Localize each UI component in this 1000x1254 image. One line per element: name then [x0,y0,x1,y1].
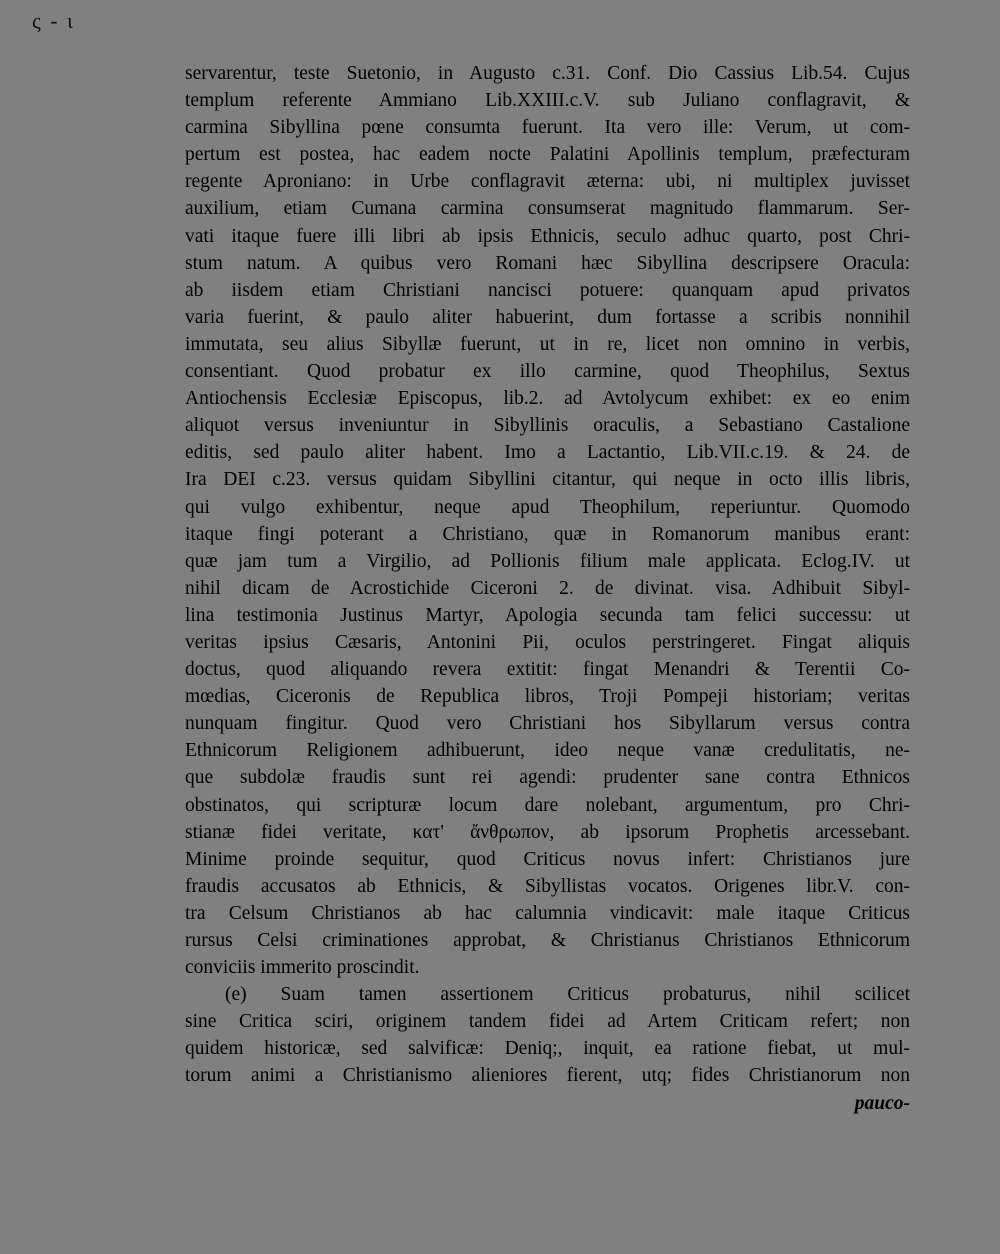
text-line: Antiochensis Ecclesiæ Episcopus, lib.2. ad Avtolycum exhibet: ex eo enim [185,388,910,410]
text-line: servarentur, teste Suetonio, in Augusto c.31. Conf. Dio Cassius Lib.54. Cujus [185,63,910,84]
text-line: regente Aproniano: in Urbe conflagravit æterna: ubi, ni multiplex juvisset [185,171,910,193]
text-line: ab iisdem etiam Christiani nancisci potuere: quanquam apud privatos [185,279,910,301]
text-line: tra Celsum Christianos ab hac calumnia vindicavit: male itaque Criticus [185,902,910,924]
text-line: Ethnicorum Religionem adhibuerunt, ideo neque vanæ credulitatis, ne- [185,740,910,762]
text-line: itaque fingi poterant a Christiano, quæ in Romanorum manibus erant: [185,523,910,545]
text-line: nihil dicam de Acrostichide Ciceroni 2. de divinat. visa. Adhibuit Sibyl- [185,577,910,599]
text-line: fraudis accusatos ab Ethnicis, & Sibyllistas vocatos. Origenes libr.V. con- [185,875,910,897]
text-line: mœdias, Ciceronis de Republica libros, Troji Pompeji historiam; veritas [185,686,910,708]
text-line: immutata, seu alius Sibyllæ fuerunt, ut in re, licet non omnino in verbis, [185,333,910,355]
text-line: doctus, quod aliquando revera extitit: fingat Menandri & Terentii Co- [185,659,910,681]
text-line: Ira DEI c.23. versus quidam Sibyllini citantur, qui neque in octo illis libris, [185,469,910,491]
text-line: stianæ fidei veritate, κατ' ἄνθρωπον, ab ipsorum Prophetis arcessebant. [185,821,910,843]
text-line: templum referente Ammiano Lib.XXIII.c.V. sub Juliano conflagravit, & [185,90,910,112]
text-line: consentiant. Quod probatur ex illo carmine, quod Theophilus, Sextus [185,361,910,383]
text-line: qui vulgo exhibentur, neque apud Theophilum, reperiuntur. Quomodo [185,496,910,518]
text-line: aliquot versus inveniuntur in Sibyllinis oraculis, a Sebastiano Castalione [185,415,910,437]
text-line: obstinatos, qui scripturæ locum dare nolebant, argumentum, pro Chri- [185,794,910,816]
text-line: nunquam fingitur. Quod vero Christiani hos Sibyllarum versus contra [185,713,910,735]
text-line: editis, sed paulo aliter habent. Imo a Lactantio, Lib.VII.c.19. & 24. de [185,442,910,464]
text-line: stum natum. A quibus vero Romani hæc Sibyllina descripsere Oracula: [185,252,910,274]
text-line: rursus Celsi criminationes approbat, & Christianus Christianos Ethnicorum [185,930,910,951]
text-line: que subdolæ fraudis sunt rei agendi: prudenter sane contra Ethnicos [185,767,910,789]
text-line: (e) Suam tamen assertionem Criticus probaturus, nihil scilicet [225,984,910,1006]
text-line: conviciis immerito proscindit. [185,957,420,979]
text-line: torum animi a Christianismo alieniores fierent, utq; fides Christianorum non [185,1065,910,1087]
text-line: vati itaque fuere illi libri ab ipsis Ethnicis, seculo adhuc quarto, post Chri- [185,225,910,247]
text-line: varia fuerint, & paulo aliter habuerint, dum fortasse a scribis nonnihil [185,306,910,328]
catchword: pauco- [854,1092,910,1114]
text-line: Minime proinde sequitur, quod Criticus novus infert: Christianos jure [185,848,910,870]
document-body [185,60,910,1117]
text-line: veritas ipsius Cæsaris, Antonini Pii, oculos perstringeret. Fingat aliquis [185,631,910,653]
text-line: pertum est postea, hac eadem nocte Palatini Apollinis templum, præfecturam [185,144,910,166]
text-line: auxilium, etiam Cumana carmina consumserat magnitudo flammarum. Ser- [185,198,910,220]
text-line: lina testimonia Justinus Martyr, Apologia secunda tam felici successu: ut [185,604,910,626]
page-corner-mark: ς - ι [32,8,75,33]
text-line: sine Critica sciri, originem tandem fidei ad Artem Criticam refert; non [185,1011,910,1033]
text-line: carmina Sibyllina pœne consumta fuerunt. Ita vero ille: Verum, ut com- [185,117,910,139]
text-line: quæ jam tum a Virgilio, ad Pollionis filium male applicata. Eclog.IV. ut [185,550,910,572]
text-line: quidem historicæ, sed salvificæ: Deniq;, inquit, ea ratione fiebat, ut mul- [185,1038,910,1060]
